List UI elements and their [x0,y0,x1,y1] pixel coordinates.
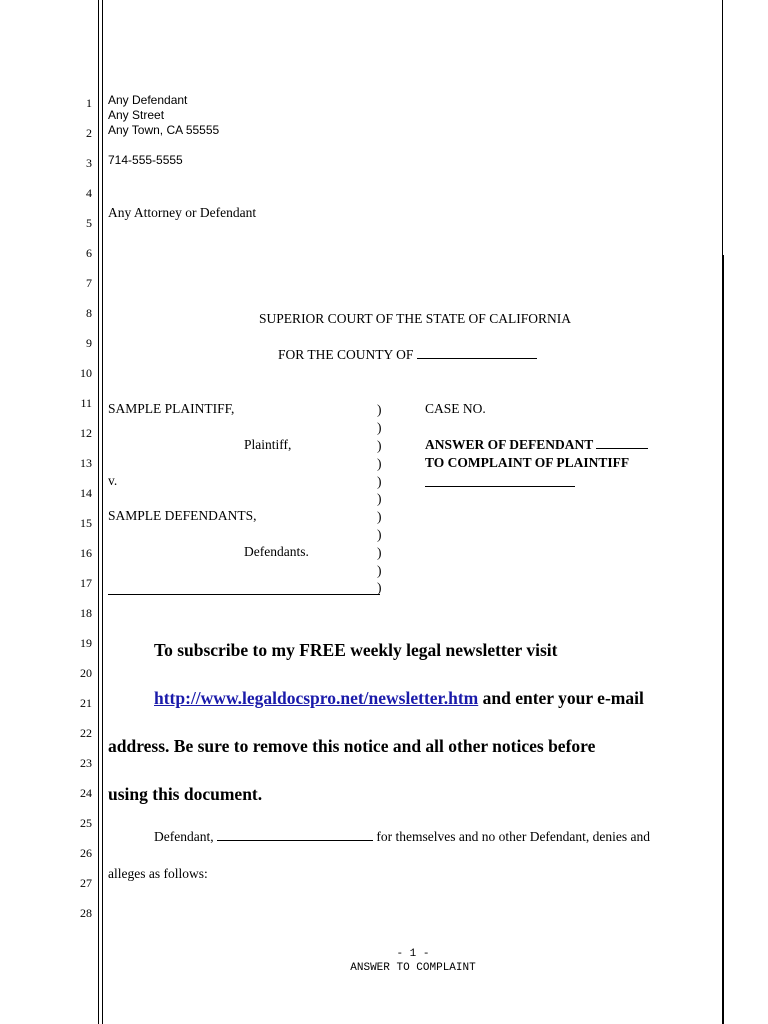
versus: v. [108,473,118,488]
caption-paren: ) [377,509,382,524]
left-margin-rule [98,0,99,1024]
line-number: 17 [80,576,92,590]
line-number: 1 [86,96,92,110]
line-number: 11 [80,396,92,410]
line-number: 24 [80,786,92,800]
defendant-blank [596,448,648,449]
line-number: 20 [80,666,92,680]
plaintiff-name: SAMPLE PLAINTIFF, [108,401,235,416]
line-number: 10 [80,366,92,380]
line-number: 28 [80,906,92,920]
document-title-line-1 [425,436,648,453]
notice-line-2 [154,687,644,709]
line-number: 7 [86,276,92,290]
line-number: 25 [80,816,92,830]
line-number: 12 [80,426,92,440]
right-margin-rule-inner [723,255,724,1024]
line-number: 6 [86,246,92,260]
line-number: 16 [80,546,92,560]
defendants-role: Defendants. [244,544,309,559]
line-number: 15 [80,516,92,530]
case-number-label: CASE NO. [425,401,486,416]
footer-title: ANSWER TO COMPLAINT [350,962,476,974]
line-number: 27 [80,876,92,890]
caption-paren: ) [377,420,382,435]
defendant-label: Defendant, [154,829,214,844]
county-blank [417,358,537,359]
line-number: 8 [86,306,92,320]
notice-line-3: address. Be sure to remove this notice and all other notices before [108,736,596,756]
line-number: 19 [80,636,92,650]
caption-paren: ) [377,474,382,489]
caption-paren: ) [377,456,382,471]
caption-paren: ) [377,563,382,578]
county-line [278,347,537,363]
newsletter-link[interactable]: http://www.legaldocspro.net/newsletter.htm [154,688,479,708]
party-name: Any Defendant [108,93,188,107]
document-title-line-2: TO COMPLAINT OF PLAINTIFF [425,455,630,470]
document-title-text: ANSWER OF DEFENDANT [425,437,594,452]
plaintiff-blank [425,486,575,487]
caption-paren: ) [377,438,382,453]
notice-line-2-rest: and enter your e-mail [482,688,644,708]
body-paragraph-line-1 [154,829,650,845]
line-number: 13 [80,456,92,470]
caption-paren: ) [377,545,382,560]
defendant-name-blank [217,840,373,841]
caption-paren: ) [377,402,382,417]
caption-paren: ) [377,491,382,506]
party-street: Any Street [108,108,165,122]
caption-paren: ) [377,580,382,595]
notice-line-4: using this document. [108,784,263,804]
line-number: 5 [86,216,92,230]
line-number: 21 [80,696,92,710]
left-margin-rule-inner [102,0,103,1024]
body-paragraph-line-2: alleges as follows: [108,866,208,881]
line-number: 22 [80,726,92,740]
line-number: 2 [86,126,92,140]
page-number: - 1 - [396,948,430,960]
county-label: FOR THE COUNTY OF [278,347,414,362]
line-number: 4 [86,186,92,200]
court-title: SUPERIOR COURT OF THE STATE OF CALIFORNIA [259,311,571,326]
line-number: 3 [86,156,92,170]
line-number: 23 [80,756,92,770]
defendants-name: SAMPLE DEFENDANTS, [108,508,257,523]
party-city: Any Town, CA 55555 [108,123,220,137]
party-phone: 714-555-5555 [108,153,183,167]
attorney-line: Any Attorney or Defendant [108,205,257,220]
plaintiff-role: Plaintiff, [244,437,292,452]
line-number: 14 [80,486,92,500]
line-number: 18 [80,606,92,620]
caption-paren: ) [377,527,382,542]
notice-line-1: To subscribe to my FREE weekly legal newsletter visit [154,640,558,660]
defendant-rest: for themselves and no other Defendant, denies and [376,829,651,844]
caption-underline [108,594,380,595]
line-number: 9 [86,336,92,350]
line-number: 26 [80,846,92,860]
